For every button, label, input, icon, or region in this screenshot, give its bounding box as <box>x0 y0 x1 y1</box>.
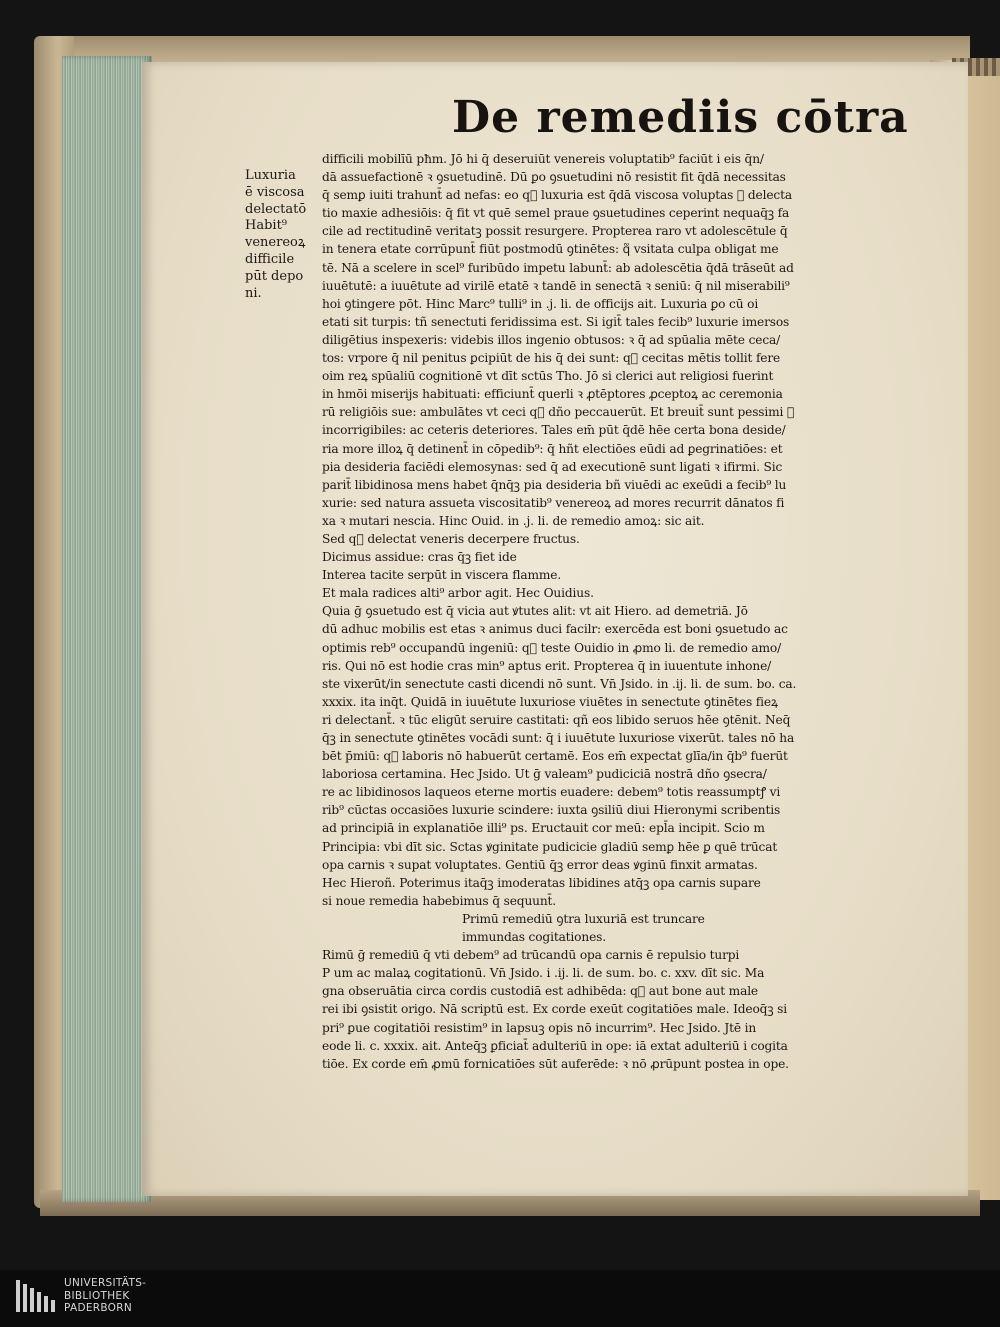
text-line: xa ꝛ mutari nescia. Hinc Ouid. in .j. li. de remedio amoꝝ: sic ait. <box>322 513 705 528</box>
margin-note: ni. <box>245 285 262 301</box>
margin-note: difficile <box>245 251 295 267</box>
library-name-line: PADERBORN <box>64 1302 132 1314</box>
text-line: dā assuefactionē ꝛ ꝯsuetudinē. Dū ꝑo ꝯsuetudini nō resistit fit q̄dā necessitas <box>322 170 786 185</box>
margin-note: Luxuria <box>245 168 296 183</box>
book-cover-top-edge <box>40 36 970 64</box>
text-line: rei ibi ꝯsistit origo. Nā scriptū est. Ex corde exeūt cogitatiōes male. Ideoq̄ꝫ si <box>322 1002 787 1017</box>
text-line: bēt p̄miū: q᷑ laboris nō habuerūt certamē. Eos em̄ expectat glīa/in q̄b⁹ fuerūt <box>322 749 788 764</box>
text-line: xurie: sed natura assueta viscositatib⁹ venereoꝝ ad mores recurrit dānatos fi <box>322 495 785 510</box>
library-logo-icon <box>14 1278 58 1314</box>
library-name-line: BIBLIOTHEK <box>64 1289 130 1302</box>
text-line: ris. Qui nō est hodie cras min⁹ aptus erit. Propterea q̄ in iuuentute inhone/ <box>322 658 772 673</box>
text-line: incorrigibiles: ac ceteris deteriores. Tales em̄ pūt q̄dē hēe certa bona deside/ <box>322 423 786 438</box>
text-line: cile ad rectitudinē veritatꝫ possit resurgere. Propterea raro vt adolescētule q̄ <box>322 224 788 239</box>
running-head: De remediis cōtra <box>452 92 909 143</box>
text-line: ria more illoꝝ q̄ detinent̄ in cōpedib⁹: q̄ hñt electiōes eūdi ad ꝑegrinatiōes: et <box>322 441 783 456</box>
margin-note: venereoꝝ <box>245 235 306 251</box>
text-line: Dicimus assidue: cras q̄ꝫ fiet ide <box>322 550 517 565</box>
text-line: etati sit turpis: tñ senectuti feridissima est. Si igit̄ tales fecib⁹ luxurie imersos <box>322 314 790 329</box>
text-line: eode li. c. xxxix. ait. Anteq̄ꝫ ꝑficiat̄ adulteriū in ope: iā extat adulteriū i cogita <box>322 1038 788 1053</box>
text-line: oim reꝝ spūaliū cognitionē vt dīt sctūs Tho. Jō si clerici aut religiosi fuerint <box>322 369 774 384</box>
text-line: Principia: vbi dīt sic. Sctas ꝟginitate pudicicie gladiū semꝑ hēe ꝑ quē trūcat <box>322 839 778 854</box>
text-line: ri delectant̄. ꝛ tūc eligūt seruire castitati: qñ eos libido seruos hēe ꝯtēnit. Neq̄ <box>322 712 791 727</box>
text-line: Quia ḡ ꝯsuetudo est q̄ vicia aut ꝟtutes alit: vt ait Hiero. ad demetriā. Jō <box>322 604 748 619</box>
text-line: opa carnis ꝛ supat voluptates. Gentiū q̄ꝫ error deas ꝟginū finxit armatas. <box>322 857 758 872</box>
text-line: diligētius inspexeris: videbis illos ingenio obtusos: ꝛ q̄ ad spūalia mēte ceca/ <box>322 332 781 347</box>
text-line: pri⁹ ꝑue cogitatiōi resistim⁹ in lapsuꝫ opis nō incurrim⁹. Hec Jsido. Jtē in <box>322 1020 757 1035</box>
margin-note: pūt depo <box>245 268 304 284</box>
text-line: in hmōi miserijs habituati: efficiunt̄ querli ꝛ ꝓtēptores ꝓceptoꝝ ac ceremonia <box>322 387 783 402</box>
text-line: tiōe. Ex corde em̄ ꝓmū fornicatiōes sūt auferēde: ꝛ nō ꝓrūpunt postea in ope. <box>322 1056 789 1071</box>
text-line: si noue remedia habebimus q̄ sequunt̄. <box>322 893 557 908</box>
text-line: tē. Nā a scelere in scel⁹ furibūdo impetu labunt̄: ab adolescētia q̄dā trāseūt ad <box>322 260 794 275</box>
text-line: parit̄ libidinosa mens habet q̄nq̄ꝫ pia desideria bñ viuēdi ac exeūdi a fecib⁹ lu <box>322 477 787 492</box>
text-line: rib⁹ cūctas occasiōes luxurie scindere: iuxta ꝯsiliū diui Hieronymi scribentis <box>322 803 781 818</box>
text-line: xxxix. ita inq̄t. Quidā in iuuētute luxuriose viuētes in senectute ꝯtinētes fieꝝ <box>322 694 778 709</box>
text-line: Sed q᷑ delectat veneris decerpere fructus. <box>322 531 580 546</box>
text-line: ste vixerūt/in senectute casti dicendi nō sunt. Vn̄ Jsido. in .ij. li. de sum. bo. ca. <box>322 676 797 691</box>
text-line: optimis reb⁹ occupandū ingeniū: q᷑ teste Ouidio in ꝓmo li. de remedio amo/ <box>322 640 782 655</box>
text-line: laboriosa certamina. Hec Jsido. Ut ḡ valeam⁹ pudiciciā nostrā dño ꝯsecra/ <box>322 767 767 782</box>
text-line: iuuētutē: a iuuētute ad virilē etatē ꝛ tandē in senectā ꝛ seniū: q̄ nil miserabili⁹ <box>322 278 790 293</box>
text-line: dū adhuc mobilis est etas ꝛ animus duci facilr: exercēda est boni ꝯsuetudo ac <box>322 622 788 637</box>
text-line: in tenera etate corrūpunt̄ fiūt postmodū ꝯtinētes: q᷑ vsitata culpa obligat me <box>322 242 779 257</box>
text-line: Rimū ḡ remediū q̄ vti debem⁹ ad trūcandū opa carnis ē repulsio turpi <box>322 948 740 963</box>
text-line: ad principiā in explanatiōe illi⁹ ps. Eructauit cor meū: epl̄a incipit. Scio m <box>322 821 765 836</box>
page-stack-edges <box>62 56 152 1202</box>
margin-note: delectatō <box>245 201 307 217</box>
text-line: tio maxie adhesiōis: q̄ fit vt quē semel praue ꝯsuetudines ceperint nequaq̄ꝫ fa <box>322 206 790 221</box>
text-line: re ac libidinosos laqueos eterne mortis euadere: debem⁹ totis reassumptꝭ vi <box>322 785 781 800</box>
text-line: hoi ꝯtingere pōt. Hinc Marc⁹ tulli⁹ in .j. li. de officijs ait. Luxuria ꝑo cū oi <box>322 296 759 311</box>
text-line: P um ac malaꝝ cogitationū. Vn̄ Jsido. i .ij. li. de sum. bo. c. xxv. dīt sic. Ma <box>322 966 765 981</box>
page-text-block <box>322 150 922 1073</box>
margin-notes <box>245 168 323 302</box>
section-heading-line: immundas cogitationes. <box>462 930 606 945</box>
section-heading-line: Primū remediū ꝯtra luxuriā est truncare <box>462 911 705 926</box>
printed-page <box>142 62 968 1196</box>
text-line: q̄ semꝑ iuiti trahunt̄ ad nefas: eo q᷑ luxuria est q̄dā viscosa voluptas ꝛ delecta <box>322 188 792 203</box>
text-line: gna obseruātia circa cordis custodiā est adhibēda: q᷑ aut bone aut male <box>322 984 758 999</box>
text-line: Interea tacite serpūt in viscera flamme. <box>322 568 562 583</box>
text-line: difficili mobilīū pħm. Jō hi q̄ deseruiūt venereis voluptatib⁹ faciūt i eis q̄n/ <box>322 152 764 166</box>
text-line: q̄ꝫ in senectute ꝯtinētes vocādi sunt: q̄ i iuuētute luxuriose vixerūt. tales nō ha <box>322 731 795 745</box>
text-line: Et mala radices alti⁹ arbor agit. Hec Ouidius. <box>322 586 594 601</box>
text-line: Hec Hieroñ. Poterimus itaq̄ꝫ imoderatas libidines atq̄ꝫ opa carnis supare <box>322 875 761 890</box>
text-line: rū religiōis sue: ambulātes vt ceci q᷑ dño peccauerūt. Et breuit̄ sunt pessimi ꝛ <box>322 405 795 420</box>
margin-note: Habit⁹ <box>245 218 288 234</box>
text-line: pia desideria faciēdi elemosynas: sed q̄ ad executionē sunt ligati ꝛ ifirmi. Sic <box>322 459 783 474</box>
margin-note: ē viscosa <box>245 184 305 200</box>
library-name <box>64 1277 146 1315</box>
text-line: tos: vrpore q̄ nil penitus ꝑcipiūt de his q̄ dei sunt: q᷑ cecitas mētis tollit fere <box>322 351 781 366</box>
library-name-line: UNIVERSITÄTS- <box>64 1277 147 1289</box>
